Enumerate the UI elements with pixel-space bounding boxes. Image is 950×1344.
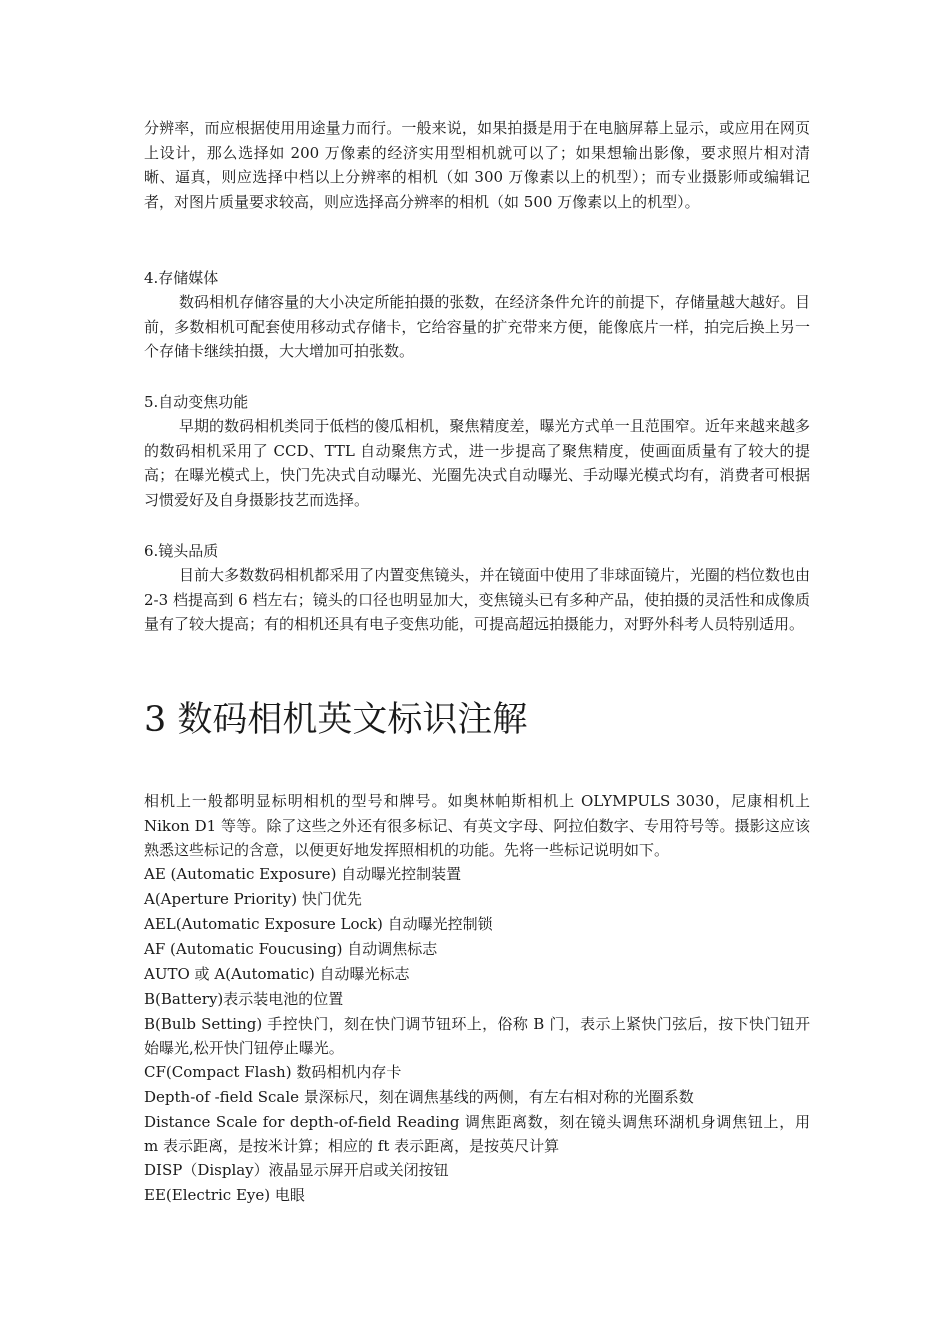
glossary-item: B(Bulb Setting) 手控快门，刻在快门调节钮环上，俗称 B 门，表示上紧快门弦后，按下快门钮开始曝光,松开快门钮停止曝光。 bbox=[144, 1015, 810, 1057]
chapter-intro: 相机上一般都明显标明相机的型号和牌号。如奥林帕斯相机上 OLYMPULS 3030，尼康相机上 Nikon D1 等等。除了这些之外还有很多标记、有英文字母、阿拉伯数字、专用符号等。摄影这应该熟悉这些标记的含意，以便更好地发挥照相机的功能。先将一些标记说明如下。 bbox=[144, 792, 810, 859]
glossary-item: B(Battery)表示装电池的位置 bbox=[144, 990, 344, 1008]
section-body-storage: 数码相机存储容量的大小决定所能拍摄的张数，在经济条件允许的前提下，存储量越大越好。目前，多数相机可配套使用移动式存储卡，它给容量的扩充带来方便，能像底片一样，拍完后换上另一个存储卡继续拍摄，大大增加可拍张数。 bbox=[144, 293, 810, 360]
section-body-lens: 目前大多数数码相机都采用了内置变焦镜头，并在镜面中使用了非球面镜片，光圈的档位数也由 2-3 档提高到 6 档左右；镜头的口径也明显加大，变焦镜头已有多种产品，使拍摄的灵活性和成像质量有了较大提高；有的相机还具有电子变焦功能，可提高超远拍摄能力，对野外科考人员特别适用。 bbox=[144, 566, 810, 633]
chapter-title: 3 数码相机英文标识注解 bbox=[144, 700, 528, 740]
glossary-item: AE (Automatic Exposure) 自动曝光控制装置 bbox=[144, 865, 462, 883]
glossary-item: AF (Automatic Foucusing) 自动调焦标志 bbox=[144, 940, 438, 958]
glossary-item: AEL(Automatic Exposure Lock) 自动曝光控制锁 bbox=[144, 915, 493, 933]
glossary-item: A(Aperture Priority) 快门优先 bbox=[144, 890, 362, 908]
section-heading-zoom: 5.自动变焦功能 bbox=[144, 393, 249, 411]
section-body-zoom: 早期的数码相机类同于低档的傻瓜相机，聚焦精度差，曝光方式单一且范围窄。近年来越来越多的数码相机采用了 CCD、TTL 自动聚焦方式，进一步提高了聚焦精度，使画面质量有了较大的提高；在曝光模式上，快门先决式自动曝光、光圈先决式自动曝光、手动曝光模式均有，消费者可根据习惯爱好及自身摄影技艺而选择。 bbox=[144, 417, 810, 509]
glossary-item: EE(Electric Eye) 电眼 bbox=[144, 1186, 305, 1204]
section-heading-storage: 4.存储媒体 bbox=[144, 269, 219, 287]
glossary-item: DISP（Display）液晶显示屏开启或关闭按钮 bbox=[144, 1161, 449, 1179]
glossary-item: CF(Compact Flash) 数码相机内存卡 bbox=[144, 1063, 402, 1081]
glossary-list bbox=[144, 862, 810, 1208]
glossary-item: AUTO 或 A(Automatic) 自动曝光标志 bbox=[144, 965, 410, 983]
intro-paragraph: 分辨率，而应根据使用用途量力而行。一般来说，如果拍摄是用于在电脑屏幕上显示，或应用在网页上设计，那么选择如 200 万像素的经济实用型相机就可以了；如果想输出影像，要求照片相对清晰、逼真，则应选择中档以上分辨率的相机（如 300 万像素以上的机型）；而专业摄影师或编辑记者，对图片质量要求较高，则应选择高分辨率的相机（如 500 万像素以上的机型）。 bbox=[144, 119, 810, 211]
glossary-item: Depth-of -field Scale 景深标尺，刻在调焦基线的两侧，有左右相对称的光圈系数 bbox=[144, 1088, 694, 1106]
glossary-item: Distance Scale for depth-of-field Reading 调焦距离数，刻在镜头调焦环湖机身调焦钮上，用 m 表示距离，是按米计算；相应的 ft 表示距离，是按英尺计算 bbox=[144, 1113, 810, 1155]
section-heading-lens: 6.镜头品质 bbox=[144, 542, 219, 560]
